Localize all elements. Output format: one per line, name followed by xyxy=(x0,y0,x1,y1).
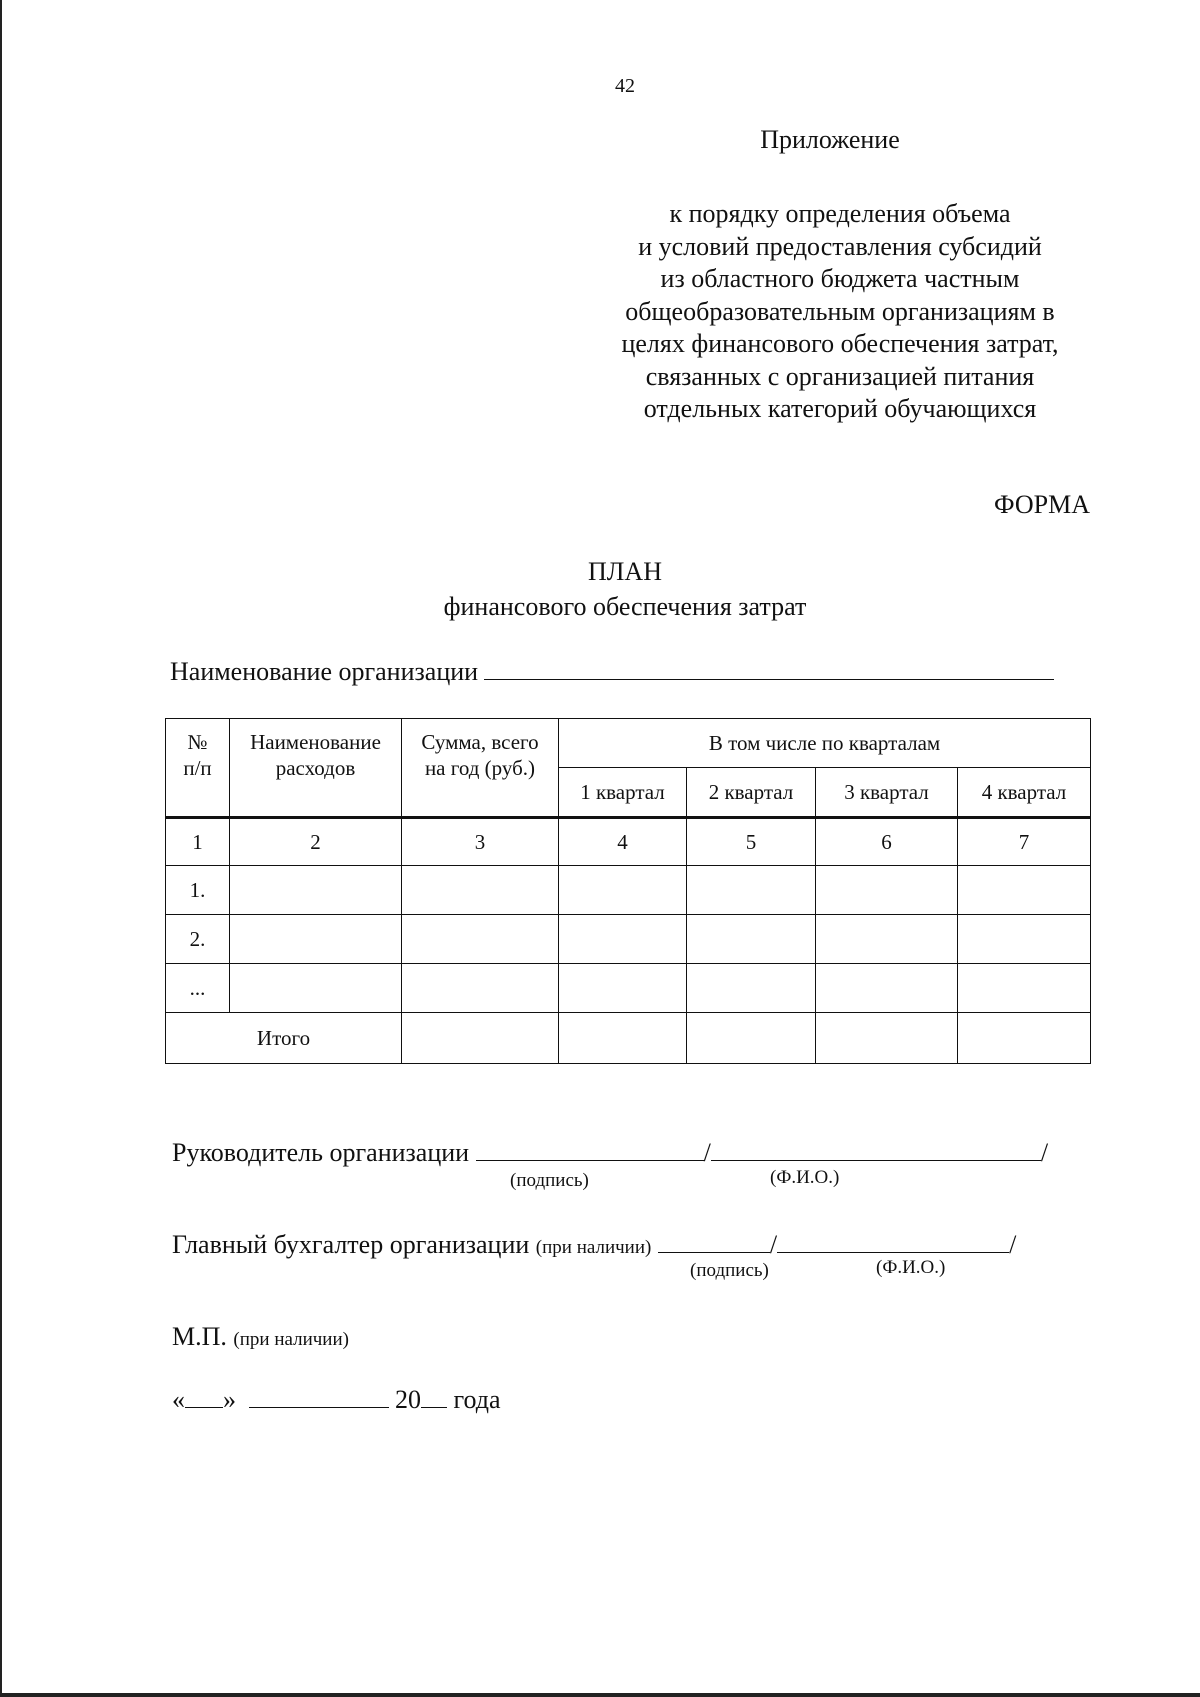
table-cell[interactable] xyxy=(816,964,958,1013)
head-label: Руководитель организации xyxy=(172,1138,470,1167)
date-year-prefix: 20 xyxy=(395,1385,421,1414)
table-cell[interactable] xyxy=(958,915,1091,964)
row-number: 2. xyxy=(166,915,230,964)
appendix-text xyxy=(560,198,1120,426)
row-number: 1. xyxy=(166,866,230,915)
table-cell[interactable] xyxy=(402,1013,559,1064)
accountant-fio-caption: (Ф.И.О.) xyxy=(876,1257,946,1278)
organization-label: Наименование организации xyxy=(170,657,479,686)
total-label: Итого xyxy=(166,1013,402,1064)
appendix-line: отдельных категорий обучающихся xyxy=(643,394,1037,423)
table-row xyxy=(166,866,1091,915)
organization-name-blank[interactable] xyxy=(484,657,1054,680)
header-expense-name-line2: расходов xyxy=(275,756,356,780)
head-sign-caption: (подпись) xyxy=(510,1170,589,1191)
header-number xyxy=(166,719,230,818)
header-expense-name xyxy=(230,719,402,818)
header-quarter-3: 3 квартал xyxy=(816,768,958,818)
date-year-blank[interactable] xyxy=(421,1385,447,1408)
table-cell[interactable] xyxy=(230,866,402,915)
date-open-quote: « xyxy=(172,1385,185,1414)
header-quarter-2: 2 квартал xyxy=(687,768,816,818)
seal-label: М.П. xyxy=(172,1322,227,1351)
appendix-line: из областного бюджета частным xyxy=(660,264,1020,293)
slash: / xyxy=(769,1230,778,1259)
date-line xyxy=(172,1385,501,1415)
column-number: 6 xyxy=(816,818,958,866)
organization-name-field xyxy=(170,657,1054,687)
table-cell[interactable] xyxy=(559,915,687,964)
head-signature-blank[interactable] xyxy=(476,1138,704,1161)
table-cell[interactable] xyxy=(687,915,816,964)
column-number-row xyxy=(166,818,1091,866)
plan-table xyxy=(165,718,1091,1064)
appendix-line: и условий предоставления субсидий xyxy=(638,231,1042,261)
seal-line xyxy=(172,1322,349,1352)
accountant-sign-caption: (подпись) xyxy=(690,1260,769,1281)
header-number-line2: п/п xyxy=(183,756,212,780)
head-signature-line xyxy=(172,1138,1048,1168)
column-number: 5 xyxy=(687,818,816,866)
appendix-line: целях финансового обеспечения затрат, xyxy=(621,329,1059,358)
header-quarters-group: В том числе по кварталам xyxy=(559,719,1091,768)
accountant-signature-line xyxy=(172,1230,1016,1260)
accountant-label: Главный бухгалтер организации xyxy=(172,1230,530,1259)
table-cell[interactable] xyxy=(230,915,402,964)
column-number: 1 xyxy=(166,818,230,866)
table-cell[interactable] xyxy=(559,964,687,1013)
header-quarter-4: 4 квартал xyxy=(958,768,1091,818)
header-annual-sum xyxy=(402,719,559,818)
table-row xyxy=(166,915,1091,964)
plan-subtitle: финансового обеспечения затрат xyxy=(443,592,807,621)
table-cell[interactable] xyxy=(816,1013,958,1064)
table-cell[interactable] xyxy=(958,866,1091,915)
accountant-signature-blank[interactable] xyxy=(658,1230,770,1253)
head-fio-blank[interactable] xyxy=(711,1138,1041,1161)
column-number: 4 xyxy=(559,818,687,866)
header-expense-name-line1: Наименование xyxy=(250,730,381,754)
table-cell[interactable] xyxy=(230,964,402,1013)
appendix-title: Приложение xyxy=(760,125,900,154)
table-cell[interactable] xyxy=(687,964,816,1013)
table-cell[interactable] xyxy=(402,866,559,915)
column-number: 2 xyxy=(230,818,402,866)
slash: / xyxy=(703,1138,711,1167)
header-annual-sum-line1: Сумма, всего xyxy=(421,730,539,754)
column-number: 3 xyxy=(402,818,559,866)
appendix-line: к порядку определения объема xyxy=(669,199,1011,228)
plan-title: ПЛАН xyxy=(588,557,662,586)
slash: / xyxy=(1040,1138,1049,1167)
table-cell[interactable] xyxy=(402,915,559,964)
seal-note: (при наличии) xyxy=(233,1329,349,1350)
total-row xyxy=(166,1013,1091,1064)
table-cell[interactable] xyxy=(958,964,1091,1013)
date-year-suffix: года xyxy=(453,1385,501,1414)
table-row xyxy=(166,964,1091,1013)
table-cell[interactable] xyxy=(958,1013,1091,1064)
table-cell[interactable] xyxy=(687,866,816,915)
accountant-note: (при наличии) xyxy=(535,1237,652,1258)
column-number: 7 xyxy=(958,818,1091,866)
header-annual-sum-line2: на год (руб.) xyxy=(424,756,536,780)
table-cell[interactable] xyxy=(559,1013,687,1064)
date-day-blank[interactable] xyxy=(185,1385,223,1408)
header-quarter-1: 1 квартал xyxy=(559,768,687,818)
table-cell[interactable] xyxy=(687,1013,816,1064)
accountant-fio-blank[interactable] xyxy=(777,1230,1009,1253)
appendix-line: общеобразовательным организациям в xyxy=(625,296,1055,326)
appendix-line: связанных с организацией питания xyxy=(645,361,1035,391)
row-number: ... xyxy=(166,964,230,1013)
scan-edge-left xyxy=(0,0,2,1697)
header-number-line1: № xyxy=(187,730,208,754)
table-cell[interactable] xyxy=(816,866,958,915)
head-fio-caption: (Ф.И.О.) xyxy=(770,1167,840,1188)
slash: / xyxy=(1009,1230,1017,1259)
table-cell[interactable] xyxy=(816,915,958,964)
table-cell[interactable] xyxy=(402,964,559,1013)
form-label: ФОРМА xyxy=(994,490,1090,519)
page-number: 42 xyxy=(615,75,635,97)
date-close-quote: » xyxy=(223,1385,236,1414)
scan-edge-bottom xyxy=(0,1693,1200,1697)
date-month-blank[interactable] xyxy=(249,1385,389,1408)
table-cell[interactable] xyxy=(559,866,687,915)
